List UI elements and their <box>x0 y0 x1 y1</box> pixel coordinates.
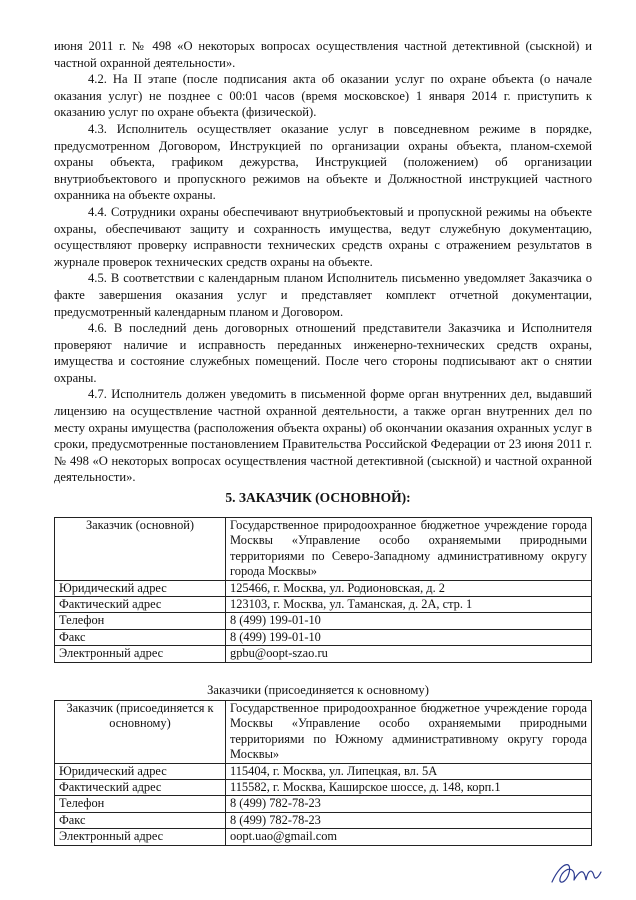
paragraph-4-7: 4.7. Исполнитель должен уведомить в письменной форме орган внутренних дел, выдавший лицензию на осуществление частной охранной деятельности, а также орган внутренних дел по месту охраны имущества (расположения объекта охраны) об окончании оказания охранных услуг в сроки, предусмотренные постановлением Правительства Российской Федерации от 23 июня 2011 г. № 498 «О некоторых вопросах осуществления частной детективной (сыскной) и частной охранной деятельности». <box>54 387 592 485</box>
row-value: 125466, г. Москва, ул. Родионовская, д. 2 <box>226 580 592 596</box>
table-row <box>55 780 592 796</box>
row-value: oopt.uao@gmail.com <box>226 829 592 845</box>
row-label: Факс <box>55 812 226 828</box>
table-row <box>55 812 592 828</box>
row-value: Государственное природоохранное бюджетное учреждение города Москвы «Управление особо охраняемыми природными территориями по Южному административному округу города Москвы» <box>226 701 592 764</box>
row-label: Факс <box>55 629 226 645</box>
paragraph-4-1-end: июня 2011 г. № 498 «О некоторых вопросах осуществления частной детективной (сыскной) и частной охранной деятельности». <box>54 39 592 70</box>
table-row <box>55 796 592 812</box>
row-label: Электронный адрес <box>55 646 226 662</box>
table-row <box>55 701 592 764</box>
paragraph-4-2: 4.2. На II этапе (после подписания акта об оказании услуг по охране объекта (о начале оказания услуг) не позднее с 00:01 часов (время московское) 1 января 2014 г. приступить к оказанию услуг по охране объекта (физической). <box>54 72 592 120</box>
table-row <box>55 518 592 581</box>
table-row <box>55 763 592 779</box>
row-value: 8 (499) 782-78-23 <box>226 796 592 812</box>
row-value: 123103, г. Москва, ул. Таманская, д. 2А, стр. 1 <box>226 597 592 613</box>
row-label: Юридический адрес <box>55 763 226 779</box>
row-value: 8 (499) 199-01-10 <box>226 629 592 645</box>
table-row <box>55 580 592 596</box>
main-customer-table <box>54 517 592 663</box>
row-label: Электронный адрес <box>55 829 226 845</box>
row-label: Телефон <box>55 613 226 629</box>
paragraph-4-3: 4.3. Исполнитель осуществляет оказание услуг в повседневном режиме в порядке, предусмотренном Договором, Инструкцией по организации охраны объекта, планом-схемой охраны объекта, графиком дежурства, Инструкцией (положением) об организации внутриобъектового и пропускного режимов на объекте и Должностной инструкцией частного охранника на объекте охраны. <box>54 121 592 203</box>
handwritten-signature <box>548 858 604 888</box>
table-row <box>55 629 592 645</box>
row-value: 8 (499) 199-01-10 <box>226 613 592 629</box>
contract-body-text <box>54 38 592 486</box>
row-value: Государственное природоохранное бюджетное учреждение города Москвы «Управление особо охраняемыми природными территориями по Северо-Западному административному округу города Москвы» <box>226 518 592 581</box>
row-value: 115404, г. Москва, ул. Липецкая, вл. 5А <box>226 763 592 779</box>
paragraph-4-4: 4.4. Сотрудники охраны обеспечивают внутриобъектовый и пропускной режимы на объекте охраны, обеспечивают защиту и сохранность имущества, ведут служебную документацию, осуществляют проверку исправности технических средств охраны с отражением результатов в журнале проверок технических средств охраны на объекте. <box>54 204 592 269</box>
row-label: Заказчик (присоединяется к основному) <box>55 701 226 764</box>
table-row <box>55 829 592 845</box>
section-5-title: 5. ЗАКАЗЧИК (ОСНОВНОЙ): <box>225 490 411 505</box>
paragraph-4-6: 4.6. В последний день договорных отношений представители Заказчика и Исполнителя проверяют наличие и исправность переданных инженерно-технических средств охраны, имущества и состояние служебных помещений. После чего стороны подписывают акт о снятии охраны. <box>54 321 592 385</box>
row-label: Заказчик (основной) <box>55 518 226 581</box>
joined-customers-caption: Заказчики (присоединяется к основному) <box>207 683 429 697</box>
row-value: 8 (499) 782-78-23 <box>226 812 592 828</box>
table-row <box>55 646 592 662</box>
joined-customers-table <box>54 700 592 846</box>
row-label: Фактический адрес <box>55 780 226 796</box>
row-value: gpbu@oopt-szao.ru <box>226 646 592 662</box>
paragraph-4-5: 4.5. В соответствии с календарным планом Исполнитель письменно уведомляет Заказчика о факте завершения оказания услуг и представляет комплект отчетной документации, предусмотренный календарным планом и Договором. <box>54 271 592 319</box>
table-row <box>55 597 592 613</box>
row-value: 115582, г. Москва, Каширское шоссе, д. 148, корп.1 <box>226 780 592 796</box>
row-label: Телефон <box>55 796 226 812</box>
row-label: Фактический адрес <box>55 597 226 613</box>
table-row <box>55 613 592 629</box>
row-label: Юридический адрес <box>55 580 226 596</box>
